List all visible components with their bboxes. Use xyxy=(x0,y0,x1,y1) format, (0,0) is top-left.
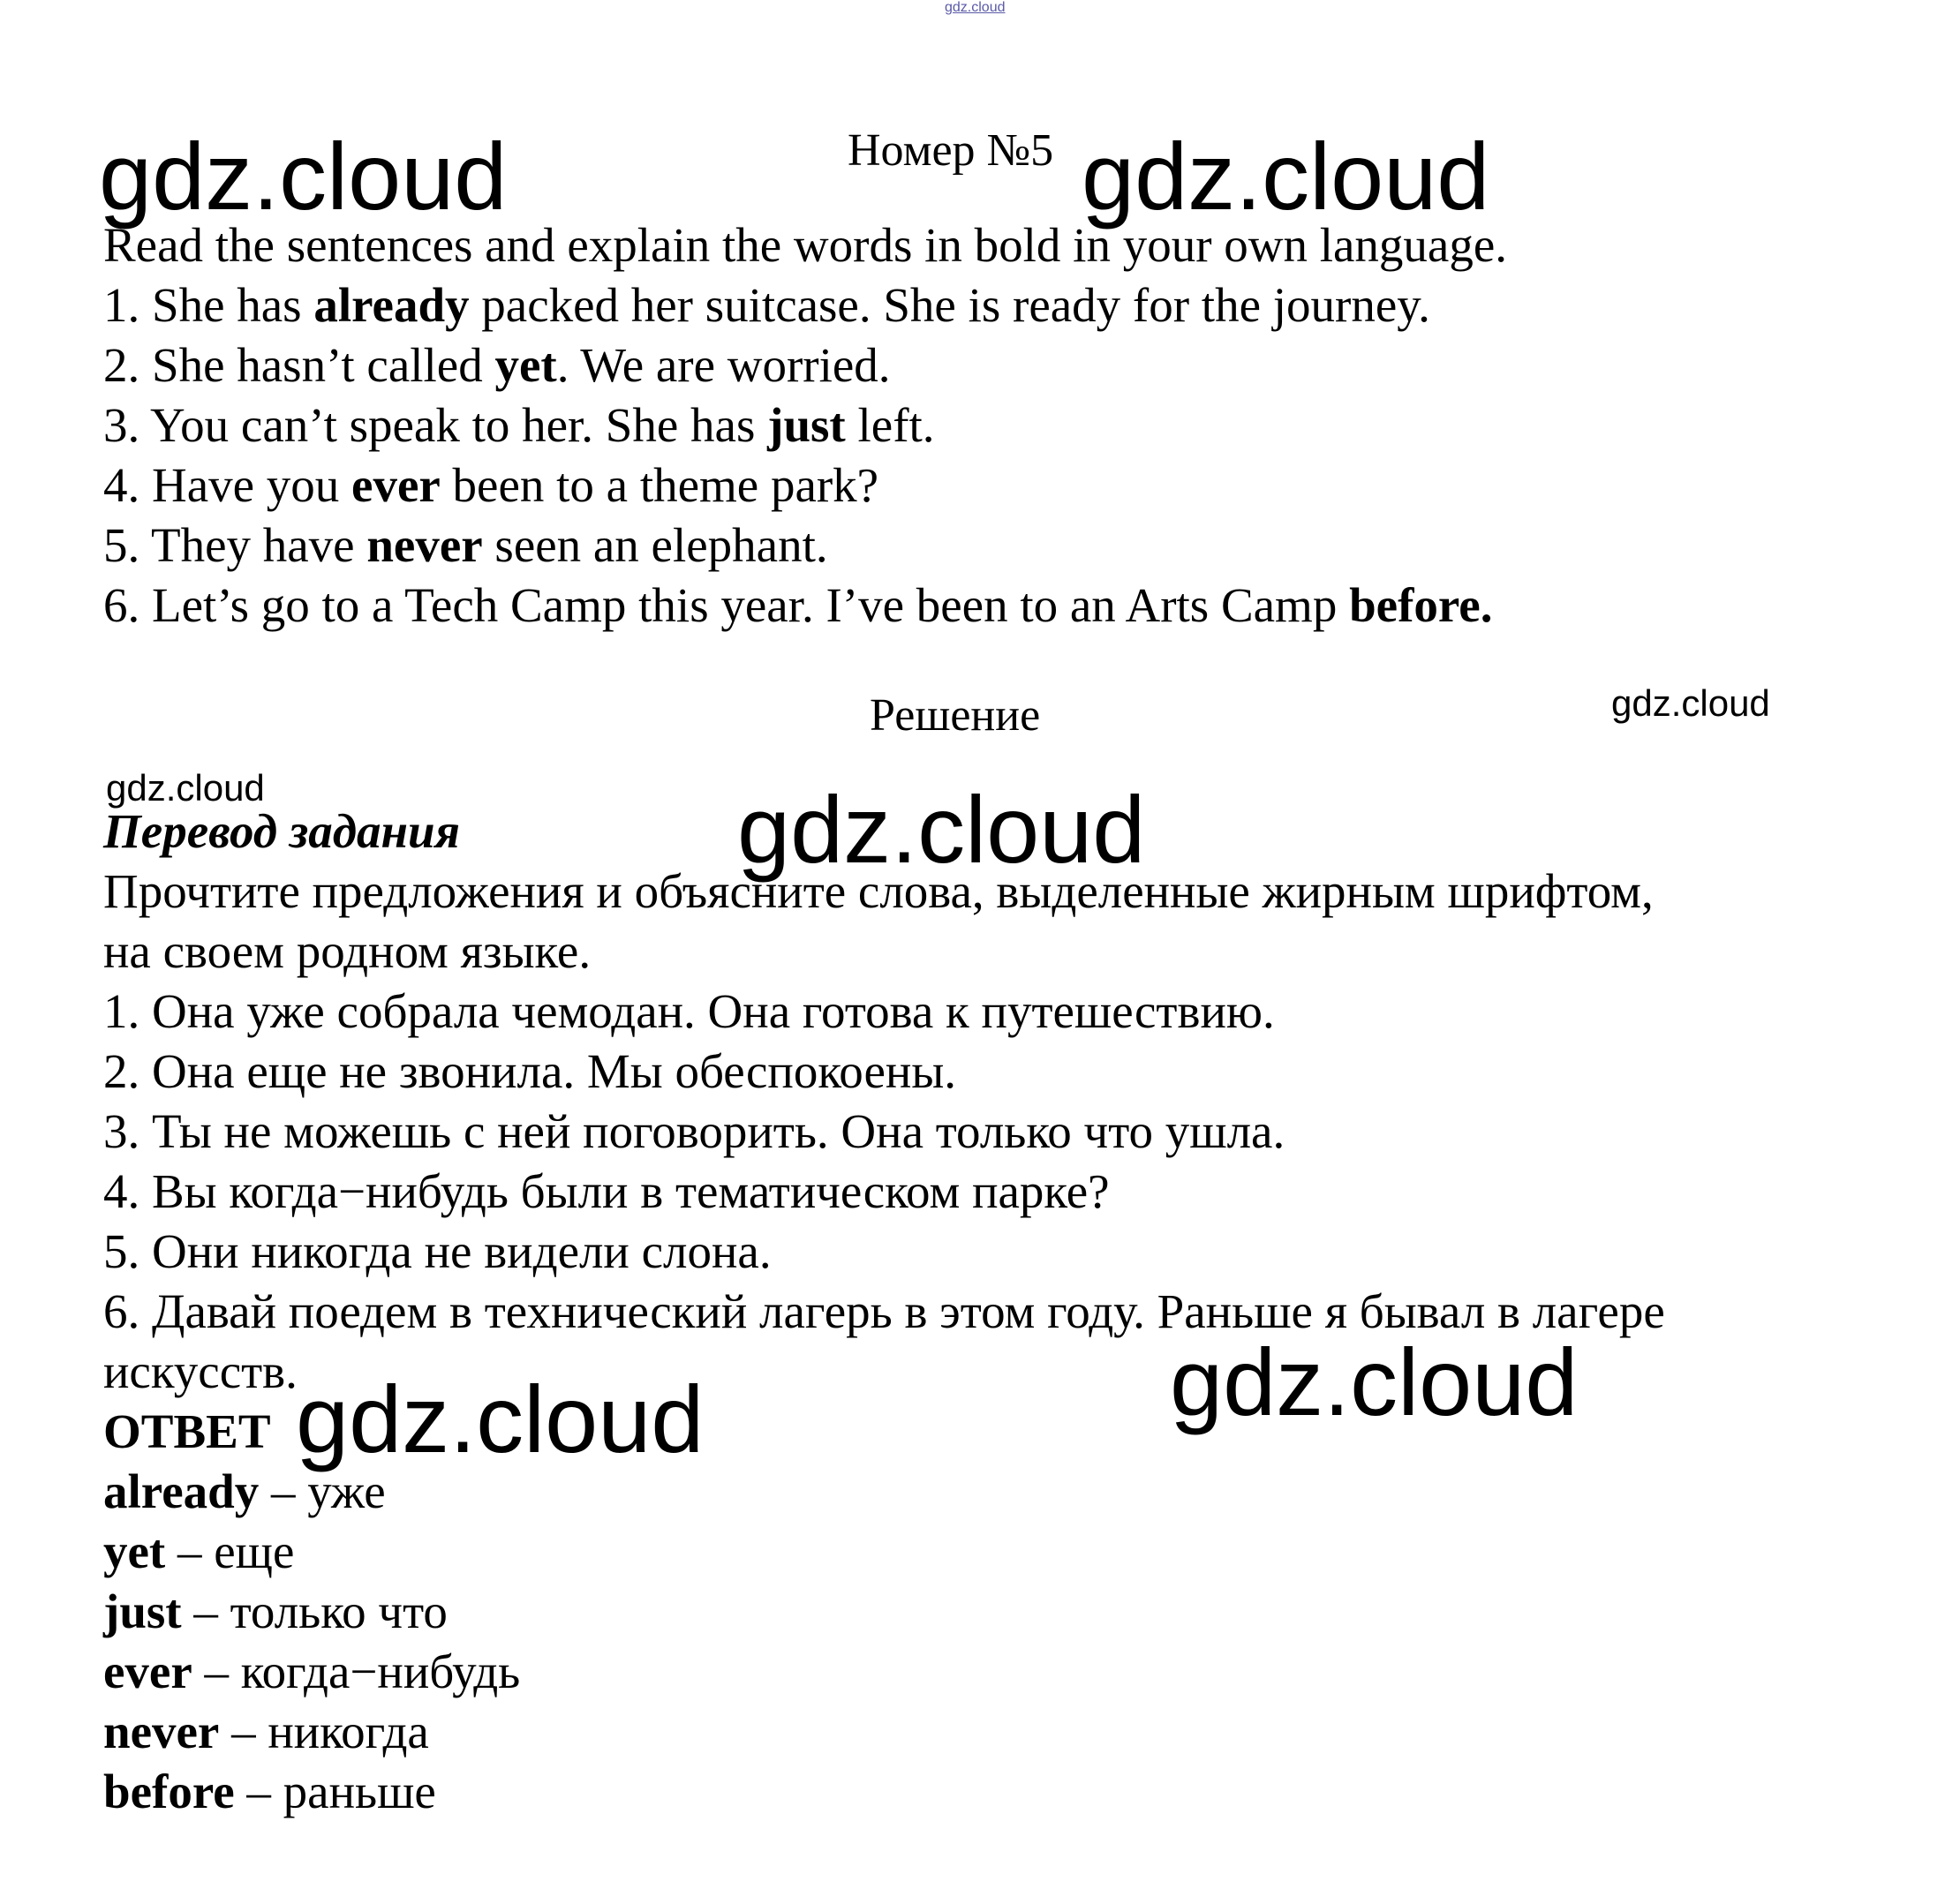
answer-item: yet – еще xyxy=(103,1524,295,1578)
watermark-top[interactable]: gdz.cloud xyxy=(945,0,1006,15)
task-sentence: 4. Have you ever been to a theme park? xyxy=(103,458,879,512)
translation-sentence: 1. Она уже собрала чемодан. Она готова к путешествию. xyxy=(103,984,1275,1038)
translation-sentence: 6. Давай поедем в технический лагерь в этом году. Раньше я бывал в лагере xyxy=(103,1284,1665,1338)
task-sentence: 5. They have never seen an elephant. xyxy=(103,518,828,572)
bold-word: never xyxy=(366,518,483,572)
answer-word: already xyxy=(103,1464,260,1518)
watermark-big: gdz.cloud xyxy=(1170,1328,1579,1435)
watermark-small: gdz.cloud xyxy=(106,767,265,809)
bold-word: already xyxy=(313,278,470,332)
translation-sentence: 4. Вы когда−нибудь были в тематическом парке? xyxy=(103,1164,1110,1218)
bold-word: yet xyxy=(494,338,557,392)
answer-item: already – уже xyxy=(103,1464,386,1518)
bold-word: ever xyxy=(351,458,441,512)
answer-item: ever – когда−нибудь xyxy=(103,1644,521,1698)
watermark-big: gdz.cloud xyxy=(737,776,1146,883)
answer-word: never xyxy=(103,1705,220,1758)
watermark-big: gdz.cloud xyxy=(296,1366,705,1472)
task-sentence: 1. She has already packed her suitcase. She is ready for the journey. xyxy=(103,278,1430,332)
translation-heading: Перевод задания xyxy=(103,804,460,858)
task-sentence: 3. You can’t speak to her. She has just left. xyxy=(103,398,935,452)
translation-sentence: искусств. xyxy=(103,1344,298,1398)
watermark-big: gdz.cloud xyxy=(1082,123,1490,230)
solution-heading: Решение xyxy=(870,690,1041,741)
translation-sentence: 2. Она еще не звонила. Мы обеспокоены. xyxy=(103,1044,957,1098)
answer-word: just xyxy=(103,1584,182,1638)
answer-item: before – раньше xyxy=(103,1765,436,1818)
watermark-small: gdz.cloud xyxy=(1611,682,1770,724)
translation-sentence: 5. Они никогда не видели слона. xyxy=(103,1224,772,1278)
answer-item: just – только что xyxy=(103,1584,448,1638)
task-instruction: Read the sentences and explain the words in bold in your own language. xyxy=(103,218,1508,272)
answer-item: never – никогда xyxy=(103,1705,429,1758)
task-sentence: 6. Let’s go to a Tech Camp this year. I’ve been to an Arts Camp before. xyxy=(103,578,1493,632)
translation-sentence: 3. Ты не можешь с ней поговорить. Она только что ушла. xyxy=(103,1104,1285,1158)
exercise-number: Номер №5 xyxy=(848,125,1054,176)
task-sentence: 2. She hasn’t called yet. We are worried. xyxy=(103,338,891,392)
translation-instruction: Прочтите предложения и объясните слова, выделенные жирным шрифтом, xyxy=(103,864,1654,918)
answer-word: yet xyxy=(103,1524,166,1578)
answer-word: before xyxy=(103,1765,235,1818)
watermark-big: gdz.cloud xyxy=(99,123,508,230)
answer-heading: ОТВЕТ xyxy=(103,1404,271,1458)
translation-instruction: на своем родном языке. xyxy=(103,924,592,978)
answer-word: ever xyxy=(103,1644,192,1698)
bold-word: just xyxy=(767,398,846,452)
bold-word: before. xyxy=(1349,578,1493,632)
